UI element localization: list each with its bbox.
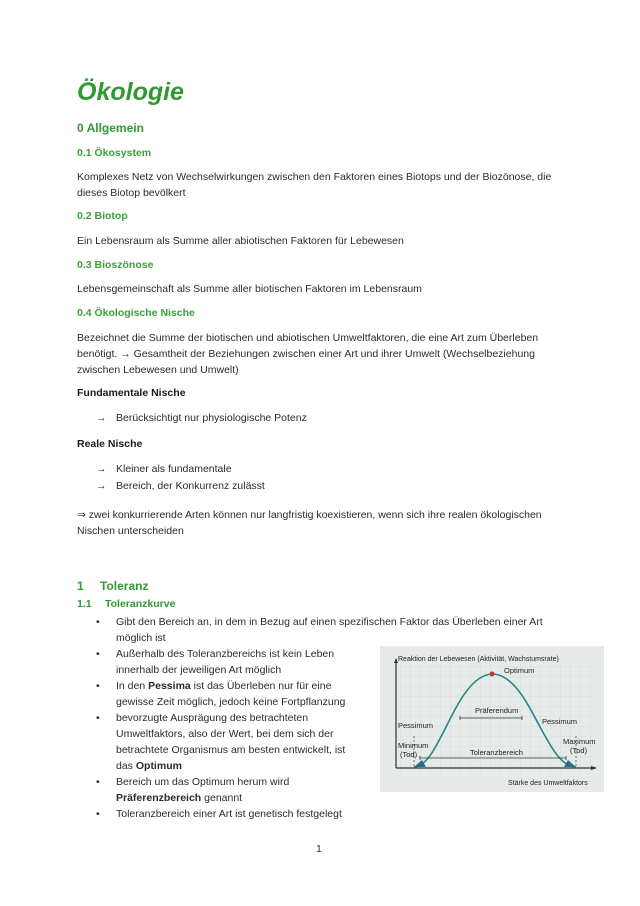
- page-number: 1: [316, 843, 322, 855]
- paragraph-line: Bezeichnet die Summe der biotischen und abiotischen Umweltfaktoren, die eine Art zum Überleben: [77, 332, 539, 344]
- bullet-icon: •: [96, 616, 100, 628]
- bullet-icon: •: [96, 712, 100, 724]
- toleranzbereich-label: Toleranzbereich: [470, 748, 523, 757]
- list-item: • Außerhalb des Toleranzbereichs ist kein Leben innerhalb der jeweiligen Art möglich: [96, 648, 335, 676]
- tolerance-curve-svg: [380, 646, 604, 792]
- arrow-icon: →: [96, 463, 107, 475]
- paragraph-oekosystem: [77, 169, 577, 201]
- y-axis-label: Reaktion der Lebewesen (Aktivität, Wachstumsrate): [398, 656, 559, 663]
- heading-oekosystem: 0.1 Ökosystem: [77, 147, 152, 159]
- bullet-icon: •: [96, 808, 100, 820]
- list-item: • bevorzugte Ausprägung des betrachteten Umweltfaktors, also der Wert, bei dem sich der betrachtete Organismus am besten entwickelt, ist das Optimum: [96, 712, 346, 772]
- arrow-item-real-2: → Bereich, der Konkurrenz zulässt: [96, 480, 265, 492]
- tolerance-curve-figure: [380, 646, 604, 792]
- heading-reale-nische: Reale Nische: [77, 438, 143, 450]
- optimum-label: Optimum: [504, 666, 535, 675]
- heading-biotop: 0.2 Biotop: [77, 210, 128, 222]
- arrow-icon: →: [96, 412, 107, 424]
- arrow-icon: →: [96, 480, 107, 492]
- bullet-icon: •: [96, 648, 100, 660]
- paragraph-line: benötigt. → Gesamtheit der Beziehungen zwischen einer Art und ihrer Umwelt (Wechselbeziehung: [77, 348, 535, 360]
- praeferendum-label: Präferendum: [475, 706, 519, 715]
- paragraph-line: Nischen unterscheiden: [77, 525, 184, 537]
- list-item: • Bereich um das Optimum herum wird Präferenzbereich genannt: [96, 776, 290, 804]
- paragraph-nische: [77, 330, 577, 378]
- maximum-tod-label: (Tod): [570, 746, 588, 755]
- list-item: • In den Pessima ist das Überleben nur für eine gewisse Zeit möglich, jedoch keine Fortpflanzung: [96, 680, 346, 708]
- paragraph-line: Komplexes Netz von Wechselwirkungen zwischen den Faktoren eines Biotops und der Biozönose, die: [77, 171, 552, 183]
- heading-allgemein: 0 Allgemein: [77, 121, 144, 135]
- optimum-point: [490, 672, 495, 677]
- heading-toleranz: 1 Toleranz: [77, 579, 149, 593]
- arrow-item-fundamental: → Berücksichtigt nur physiologische Potenz: [96, 412, 307, 424]
- paragraph-biotop: Ein Lebensraum als Summe aller abiotischen Faktoren für Lebewesen: [77, 235, 404, 247]
- maximum-label: Maximum: [563, 737, 596, 746]
- bullet-icon: •: [96, 680, 100, 692]
- pessimum-right-label: Pessimum: [542, 717, 578, 726]
- paragraph-line: dieses Biotop bevölkert: [77, 187, 186, 199]
- heading-toleranzkurve: 1.1 Toleranzkurve: [77, 598, 176, 610]
- heading-bioszoenose: 0.3 Bioszönose: [77, 259, 154, 271]
- heading-fundamentale-nische: Fundamentale Nische: [77, 387, 186, 399]
- page-title: Ökologie: [77, 78, 184, 106]
- list-item: • Gibt den Bereich an, in dem in Bezug auf einen spezifischen Faktor das Überleben einer Art möglich ist: [96, 616, 543, 644]
- paragraph-line: ⇒ zwei konkurrierende Arten können nur langfristig koexistieren, wenn sich ihre realen ökologischen: [77, 509, 542, 521]
- paragraph-line: zwischen Lebewesen und Umwelt): [77, 364, 239, 376]
- list-item: • Toleranzbereich einer Art ist genetisch festgelegt: [96, 808, 342, 820]
- minimum-tod-label: (Tod): [400, 750, 418, 759]
- paragraph-conclusion: [77, 507, 577, 539]
- bullet-icon: •: [96, 776, 100, 788]
- minimum-label: Minimum: [398, 741, 429, 750]
- pessimum-left-label: Pessimum: [398, 721, 434, 730]
- heading-oekologische-nische: 0.4 Ökologische Nische: [77, 307, 195, 319]
- arrow-item-real-1: → Kleiner als fundamentale: [96, 463, 232, 475]
- paragraph-bioszoenose: Lebensgemeinschaft als Summe aller biotischen Faktoren im Lebensraum: [77, 283, 422, 295]
- x-axis-label: Stärke des Umweltfaktors: [508, 780, 588, 787]
